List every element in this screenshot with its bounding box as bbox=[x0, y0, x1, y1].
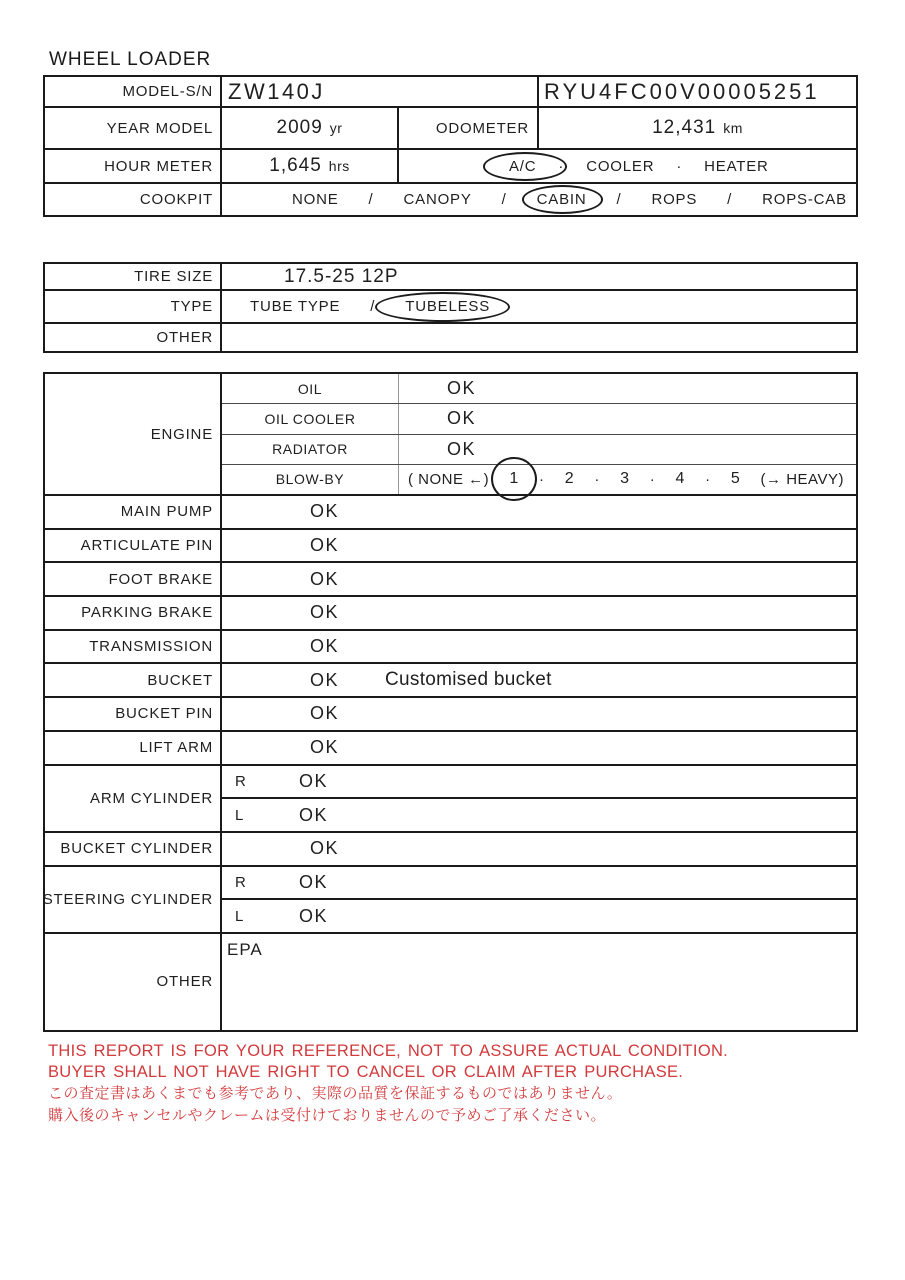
option-tubeless-selected bbox=[405, 298, 490, 315]
dot-separator: · bbox=[558, 157, 565, 175]
machine-identity-table bbox=[43, 75, 858, 217]
row-foot-brake bbox=[45, 563, 856, 597]
steering-cylinder-label: STEERING CYLINDER bbox=[45, 867, 222, 932]
row-lift-arm bbox=[45, 732, 856, 766]
arm-cylinder-label: ARM CYLINDER bbox=[45, 766, 222, 831]
bucket-cylinder-label: BUCKET CYLINDER bbox=[45, 833, 222, 865]
blowby-scale-prefix: ( NONE ←) bbox=[408, 470, 490, 488]
transmission-value: OK bbox=[310, 636, 340, 657]
main-pump-label: MAIN PUMP bbox=[45, 496, 222, 528]
hour-meter-value-cell bbox=[222, 150, 399, 182]
slash-separator: / bbox=[501, 191, 507, 208]
lift-arm-label: LIFT ARM bbox=[45, 732, 222, 764]
tire-other-value bbox=[222, 324, 856, 351]
bucket-cylinder-value-cell bbox=[222, 833, 856, 865]
row-main-pump bbox=[45, 496, 856, 530]
option-none: NONE bbox=[292, 191, 339, 208]
engine-oil-value-cell bbox=[399, 374, 856, 403]
hour-meter-row bbox=[45, 150, 856, 184]
odometer-value-cell bbox=[539, 108, 856, 148]
row-transmission bbox=[45, 631, 856, 665]
disclaimer-line-2: BUYER SHALL NOT HAVE RIGHT TO CANCEL OR CLAIM AFTER PURCHASE. bbox=[48, 1063, 684, 1081]
parking-brake-value-cell bbox=[222, 597, 856, 629]
ac-options-cell bbox=[399, 150, 856, 182]
tire-size-label: TIRE SIZE bbox=[45, 264, 222, 289]
row-articulate-pin bbox=[45, 530, 856, 564]
model-label: MODEL-S/N bbox=[45, 77, 222, 106]
blowby-scale-suffix: (→ HEAVY) bbox=[760, 470, 844, 488]
tire-type-row bbox=[45, 291, 856, 324]
blowby-level-5: 5 bbox=[730, 470, 741, 488]
option-ac-selected bbox=[509, 158, 536, 175]
right-side-label: R bbox=[235, 873, 246, 891]
blowby-level-4: 4 bbox=[675, 470, 685, 488]
year-value: 2009 bbox=[276, 117, 323, 138]
arm-cylinder-right-value: OK bbox=[299, 770, 329, 791]
cockpit-label: COOKPIT bbox=[45, 184, 222, 215]
dot-separator: · bbox=[539, 470, 545, 488]
right-side-label: R bbox=[235, 772, 246, 790]
bucket-value: OK bbox=[310, 669, 340, 690]
option-tubeless: TUBELESS bbox=[405, 298, 491, 315]
blowby-level-2: 2 bbox=[564, 470, 575, 488]
bucket-cylinder-value: OK bbox=[310, 838, 340, 859]
row-bucket-cylinder bbox=[45, 833, 856, 867]
other-value: EPA bbox=[227, 939, 263, 959]
foot-brake-label: FOOT BRAKE bbox=[45, 563, 222, 595]
disclaimer bbox=[48, 1041, 728, 1126]
blowby-scale-cell bbox=[399, 465, 856, 494]
dot-separator: · bbox=[649, 470, 656, 488]
articulate-pin-value: OK bbox=[310, 535, 340, 556]
engine-radiator-value-cell bbox=[399, 435, 856, 464]
model-value: ZW140J bbox=[228, 78, 325, 104]
option-rops: ROPS bbox=[651, 191, 698, 208]
other-value-cell bbox=[222, 934, 856, 1030]
slash-separator: / bbox=[616, 191, 622, 208]
arm-cylinder-right-row bbox=[222, 766, 856, 800]
arm-cylinder-left-row bbox=[222, 799, 856, 831]
year-model-label: YEAR MODEL bbox=[45, 108, 222, 148]
engine-oil-cooler-label: OIL COOLER bbox=[222, 404, 399, 433]
steering-cylinder-right-value: OK bbox=[299, 871, 329, 892]
dot-separator: · bbox=[705, 470, 711, 488]
engine-oil-value: OK bbox=[447, 378, 477, 399]
tire-type-label: TYPE bbox=[45, 291, 222, 322]
disclaimer-line-3: この査定書はあくまでも参考であり、実際の品質を保証するものではありません。 bbox=[48, 1085, 623, 1102]
steering-cylinder-left-value: OK bbox=[299, 905, 329, 926]
engine-oil-cooler-value-cell bbox=[399, 404, 856, 433]
steering-cylinder-left-row bbox=[222, 900, 856, 932]
engine-oil-row bbox=[222, 374, 856, 404]
disclaimer-line-1: THIS REPORT IS FOR YOUR REFERENCE, NOT TO ASSURE ACTUAL CONDITION. bbox=[48, 1042, 729, 1060]
inspection-table bbox=[43, 372, 858, 1032]
tire-table bbox=[43, 262, 858, 353]
year-odometer-row bbox=[45, 108, 856, 150]
cockpit-options-cell bbox=[222, 184, 856, 215]
option-cooler: COOLER bbox=[586, 157, 655, 175]
row-other bbox=[45, 934, 856, 1030]
hour-meter-value: 1,645 bbox=[269, 155, 322, 176]
option-cabin-selected bbox=[537, 191, 587, 208]
blowby-level-3: 3 bbox=[620, 470, 630, 488]
bucket-value-cell bbox=[222, 664, 856, 696]
main-pump-value-cell bbox=[222, 496, 856, 528]
engine-label: ENGINE bbox=[45, 374, 222, 494]
other-label: OTHER bbox=[45, 934, 222, 1030]
parking-brake-value: OK bbox=[310, 602, 340, 623]
blowby-level-1-selected bbox=[509, 470, 518, 488]
transmission-label: TRANSMISSION bbox=[45, 631, 222, 663]
engine-blowby-label: BLOW-BY bbox=[222, 465, 399, 494]
steering-cylinder-group bbox=[42, 867, 856, 934]
tire-size-row bbox=[45, 264, 856, 291]
slash-separator: / bbox=[370, 298, 376, 315]
row-parking-brake bbox=[45, 597, 856, 631]
transmission-value-cell bbox=[222, 631, 856, 663]
engine-group bbox=[45, 374, 856, 496]
parking-brake-label: PARKING BRAKE bbox=[45, 597, 222, 629]
foot-brake-value: OK bbox=[310, 568, 340, 589]
arm-cylinder-left-value: OK bbox=[299, 804, 329, 825]
year-value-cell bbox=[222, 108, 399, 148]
engine-radiator-row bbox=[222, 435, 856, 465]
cockpit-row bbox=[45, 184, 856, 215]
row-bucket bbox=[45, 664, 856, 698]
main-pump-value: OK bbox=[310, 501, 340, 522]
steering-cylinder-right-row bbox=[222, 867, 856, 901]
hour-meter-label: HOUR METER bbox=[45, 150, 222, 182]
bucket-pin-value: OK bbox=[310, 703, 340, 724]
tire-other-row bbox=[45, 324, 856, 351]
articulate-pin-label: ARTICULATE PIN bbox=[45, 530, 222, 562]
row-bucket-pin bbox=[45, 698, 856, 732]
lift-arm-value-cell bbox=[222, 732, 856, 764]
odometer-value: 12,431 bbox=[652, 117, 717, 138]
serial-value: RYU4FC00V00005251 bbox=[544, 78, 820, 104]
option-cabin: CABIN bbox=[536, 191, 587, 208]
dot-separator: · bbox=[676, 157, 683, 175]
foot-brake-value-cell bbox=[222, 563, 856, 595]
engine-radiator-label: RADIATOR bbox=[222, 435, 399, 464]
bucket-label: BUCKET bbox=[45, 664, 222, 696]
tire-type-options-cell bbox=[222, 291, 856, 322]
bucket-pin-value-cell bbox=[222, 698, 856, 730]
bucket-pin-label: BUCKET PIN bbox=[45, 698, 222, 730]
lift-arm-value: OK bbox=[310, 737, 340, 758]
engine-oil-cooler-value: OK bbox=[447, 408, 477, 429]
left-side-label: L bbox=[235, 806, 244, 824]
hour-meter-unit: hrs bbox=[328, 158, 350, 174]
bucket-note: Customised bucket bbox=[385, 669, 552, 691]
model-value-cell bbox=[222, 77, 539, 106]
engine-oil-label: OIL bbox=[222, 374, 399, 403]
engine-oil-cooler-row bbox=[222, 404, 856, 434]
odometer-unit: km bbox=[723, 120, 743, 136]
tire-other-label: OTHER bbox=[45, 324, 222, 351]
odometer-label: ODOMETER bbox=[399, 108, 539, 148]
blowby-level-1: 1 bbox=[509, 470, 519, 488]
serial-value-cell bbox=[539, 77, 856, 106]
option-canopy: CANOPY bbox=[403, 191, 472, 208]
articulate-pin-value-cell bbox=[222, 530, 856, 562]
option-ac: A/C bbox=[509, 157, 537, 175]
year-unit: yr bbox=[329, 120, 343, 136]
option-rops-cab: ROPS-CAB bbox=[762, 191, 847, 208]
option-heater: HEATER bbox=[704, 157, 769, 175]
page-title: WHEEL LOADER bbox=[49, 49, 212, 70]
disclaimer-line-4: 購入後のキャンセルやクレームは受付けておりませんので予めご了承ください。 bbox=[48, 1106, 607, 1124]
model-row bbox=[45, 77, 856, 108]
dot-separator: · bbox=[594, 470, 600, 488]
slash-separator: / bbox=[368, 191, 374, 208]
arm-cylinder-group bbox=[45, 766, 856, 833]
engine-radiator-value: OK bbox=[447, 438, 477, 459]
engine-blowby-row bbox=[222, 465, 856, 494]
option-tube-type: TUBE TYPE bbox=[250, 298, 341, 315]
slash-separator: / bbox=[727, 191, 733, 208]
tire-size-value: 17.5-25 12P bbox=[284, 265, 399, 287]
left-side-label: L bbox=[235, 907, 244, 925]
